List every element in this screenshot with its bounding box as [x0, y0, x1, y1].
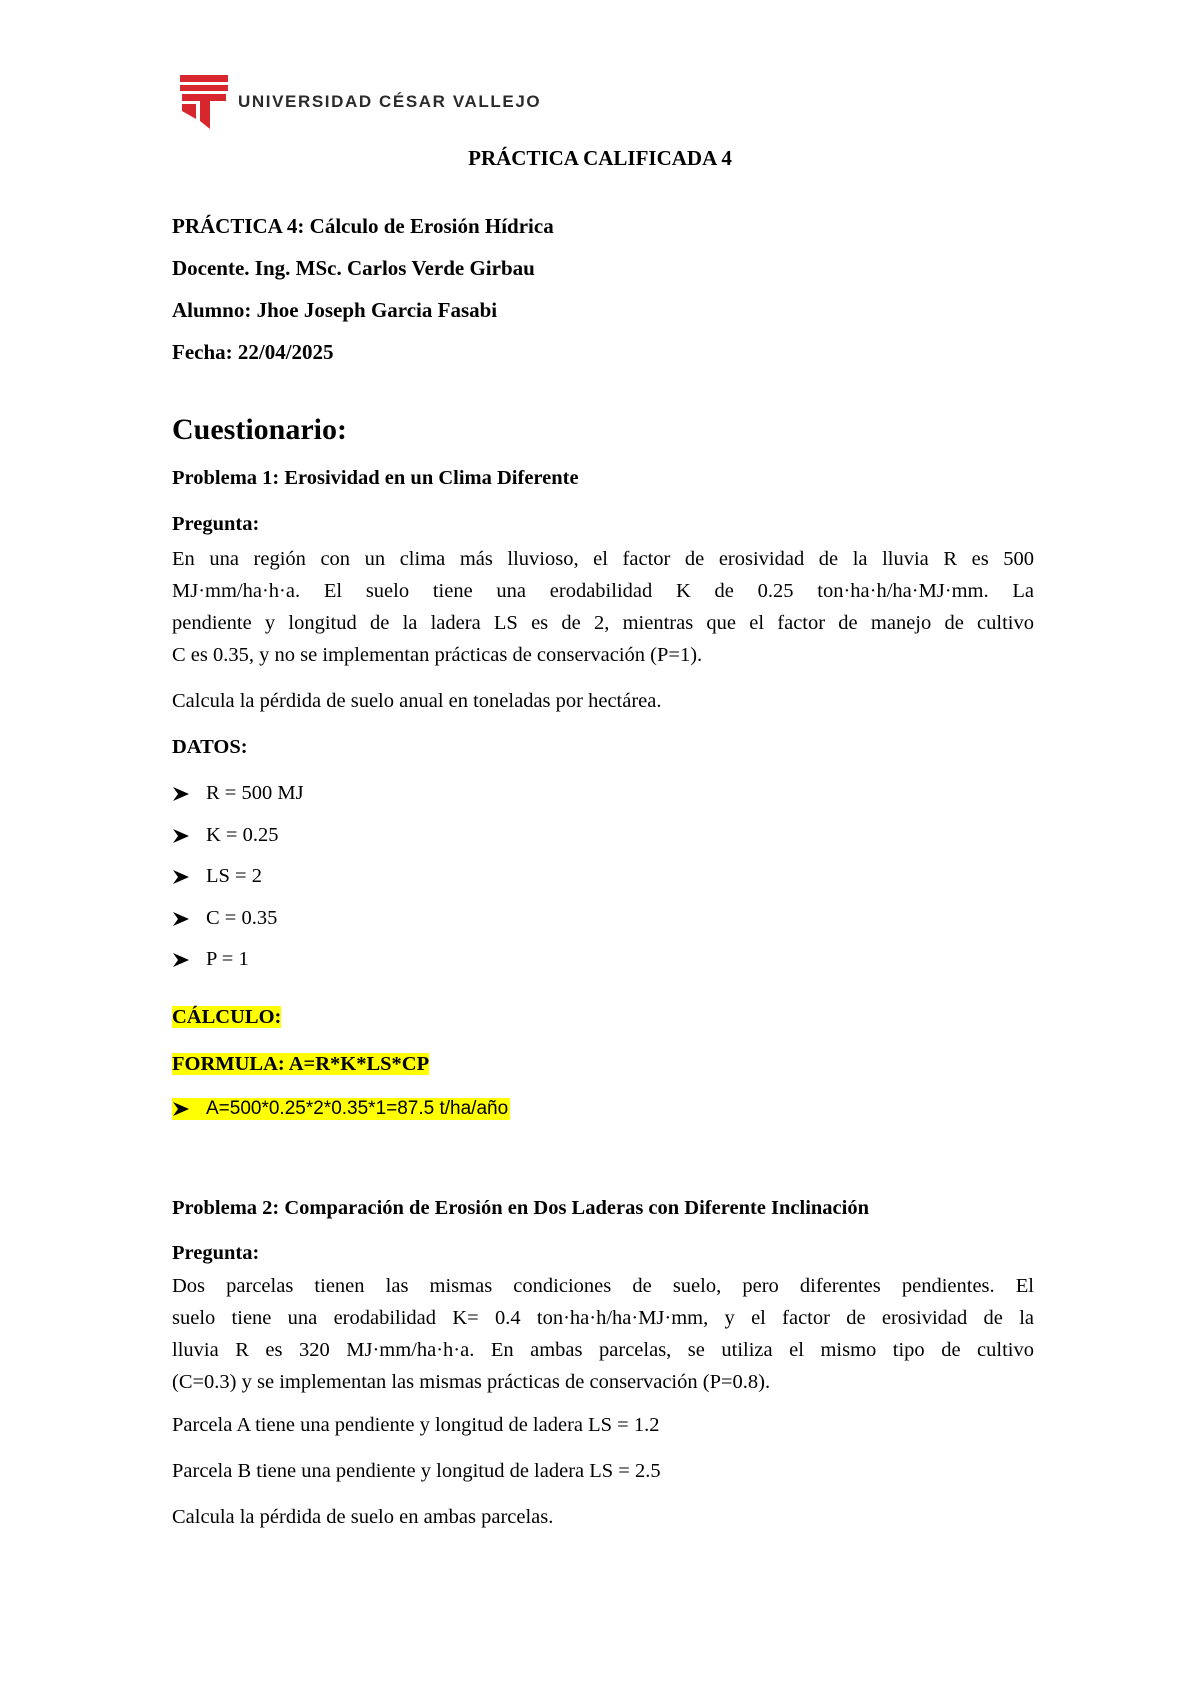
problem1-title: Problema 1: Erosividad en un Clima Diferente: [172, 467, 579, 489]
data-item-text: LS = 2: [206, 865, 262, 887]
result-text: A=500*0.25*2*0.35*1=87.5 t/ha/año: [206, 1098, 509, 1119]
problem1-question-line: MJ·mm/ha·h·a. El suelo tiene una erodabilidad K de 0.25 ton·ha·h/ha·MJ·mm. La: [172, 580, 1034, 602]
arrow-bullet-icon: [172, 910, 190, 928]
parcel-b: Parcela B tiene una pendiente y longitud de ladera LS = 2.5: [172, 1460, 661, 1482]
ucv-emblem-icon: [180, 75, 228, 129]
problem2-instruction: Calcula la pérdida de suelo en ambas parcelas.: [172, 1506, 554, 1528]
data-item: [172, 948, 249, 971]
document-title: PRÁCTICA CALIFICADA 4: [468, 146, 732, 170]
problem2-question: [172, 1270, 1034, 1398]
problem2-question-line: lluvia R es 320 MJ·mm/ha·h·a. En ambas parcelas, se utiliza el mismo tipo de cultivo: [172, 1339, 1034, 1361]
result-highlight: [172, 1098, 510, 1120]
section-heading: Cuestionario:: [172, 413, 347, 446]
problem2-question-line: Dos parcelas tienen las mismas condiciones de suelo, pero diferentes pendientes. El: [172, 1275, 1034, 1297]
problem2-question-line: (C=0.3) y se implementan las mismas prácticas de conservación (P=0.8).: [172, 1371, 771, 1393]
problem1-question-line: pendiente y longitud de la ladera LS es de 2, mientras que el factor de manejo de cultivo: [172, 612, 1034, 634]
problem2-question-label: Pregunta:: [172, 1242, 260, 1264]
arrow-bullet-icon: [172, 1100, 190, 1118]
problem1-question-line: C es 0.35, y no se implementan prácticas de conservación (P=1).: [172, 644, 703, 666]
result-item: [172, 1098, 510, 1120]
arrow-bullet-icon: [172, 868, 190, 886]
arrow-bullet-icon: [172, 827, 190, 845]
parcel-a: Parcela A tiene una pendiente y longitud de ladera LS = 1.2: [172, 1414, 660, 1436]
formula: [172, 1053, 429, 1076]
problem1-question: [172, 543, 1034, 671]
problem1-question-label: Pregunta:: [172, 513, 260, 535]
calc-label-text: CÁLCULO:: [172, 1006, 282, 1028]
arrow-bullet-icon: [172, 951, 190, 969]
arrow-bullet-icon: [172, 785, 190, 803]
date: Fecha: 22/04/2025: [172, 340, 334, 364]
problem1-instruction: Calcula la pérdida de suelo anual en toneladas por hectárea.: [172, 690, 662, 712]
data-item-text: C = 0.35: [206, 907, 278, 929]
logo-text: UNIVERSIDAD CÉSAR VALLEJO: [238, 92, 542, 111]
problem2-question-line: suelo tiene una erodabilidad K= 0.4 ton·ha·h/ha·MJ·mm, y el factor de erosividad de la: [172, 1307, 1034, 1329]
data-item: [172, 782, 304, 805]
calc-label: [172, 1006, 281, 1029]
data-item: [172, 865, 262, 888]
data-item: [172, 824, 279, 847]
data-item: [172, 907, 277, 930]
formula-text: FORMULA: A=R*K*LS*CP: [172, 1053, 430, 1075]
problem1-question-line: En una región con un clima más lluvioso, el factor de erosividad de la lluvia R es 500: [172, 548, 1034, 570]
student-name: Alumno: Jhoe Joseph Garcia Fasabi: [172, 298, 498, 322]
data-item-text: P = 1: [206, 948, 249, 970]
data-item-text: R = 500 MJ: [206, 782, 304, 804]
teacher-name: Docente. Ing. MSc. Carlos Verde Girbau: [172, 256, 535, 280]
problem1-data-label: DATOS:: [172, 736, 248, 758]
data-item-text: K = 0.25: [206, 824, 279, 846]
practice-title: PRÁCTICA 4: Cálculo de Erosión Hídrica: [172, 214, 554, 238]
problem2-title: Problema 2: Comparación de Erosión en Dos Laderas con Diferente Inclinación: [172, 1197, 869, 1219]
university-logo: [180, 74, 541, 130]
